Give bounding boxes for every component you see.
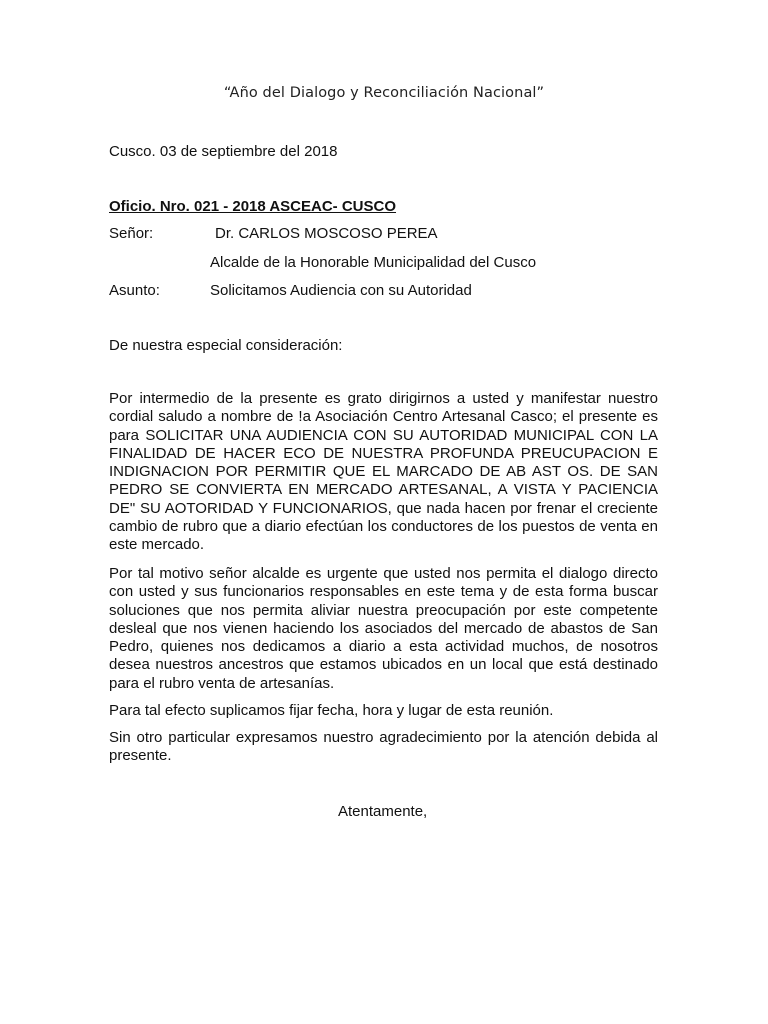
recipient-title: Alcalde de la Honorable Municipalidad del Cusco (210, 254, 537, 271)
recipient-label: Señor: (109, 225, 154, 242)
body-paragraph: Para tal efecto suplicamos fijar fecha, hora y lugar de esta reunión. (109, 702, 554, 719)
date-line: Cusco. 03 de septiembre del 2018 (109, 143, 338, 160)
body-paragraph: Sin otro particular expresamos nuestro agradecimiento por la atención debida al presente. (109, 729, 658, 765)
recipient-name: Dr. CARLOS MOSCOSO PEREA (215, 225, 438, 242)
body-paragraph: Por intermedio de la presente es grato dirigirnos a usted y manifestar nuestro cordial saludo a nombre de !a Asociación Centro Artesanal Casco; el presente es para SOLICITAR UNA AUDIENCIA CON SU AUTORIDAD MUNICIPAL CON LA FINALIDAD DE HACER ECO DE NUESTRA PROFUNDA PREUCUPACION E INDIGNACION POR PERMITIR QUE EL MARCADO DE AB AST OS. DE SAN PEDRO SE CONVIERTA EN MERCADO ARTESANAL, A VISTA Y PACIENCIA DE" SU AOTORIDAD Y FUNCIONARIOS, que nada hacen por frenar el creciente cambio de rubro que a diario efectúan los conductores de los puestos de venta en este mercado. (109, 390, 658, 554)
oficio-reference: Oficio. Nro. 021 - 2018 ASCEAC- CUSCO (109, 198, 397, 215)
greeting: De nuestra especial consideración: (109, 337, 343, 354)
subject-text: Solicitamos Audiencia con su Autoridad (210, 282, 472, 299)
closing: Atentamente, (338, 803, 428, 820)
document-heading: “Año del Dialogo y Reconciliación Nacional” (223, 85, 545, 101)
subject-label: Asunto: (109, 282, 160, 299)
body-paragraph: Por tal motivo señor alcalde es urgente que usted nos permita el dialogo directo con usted y sus funcionarios responsables en este tema y de esta forma buscar soluciones que nos permita aliviar nuestra preocupación por este competente desleal que nos vienen haciendo los asociados del mercado de abastos de San Pedro, quienes nos dedicamos a diario a esta actividad muchos, de nosotros desea nuestros ancestros que estamos ubicados en un local que está destinado para el rubro venta de artesanías. (109, 565, 658, 692)
